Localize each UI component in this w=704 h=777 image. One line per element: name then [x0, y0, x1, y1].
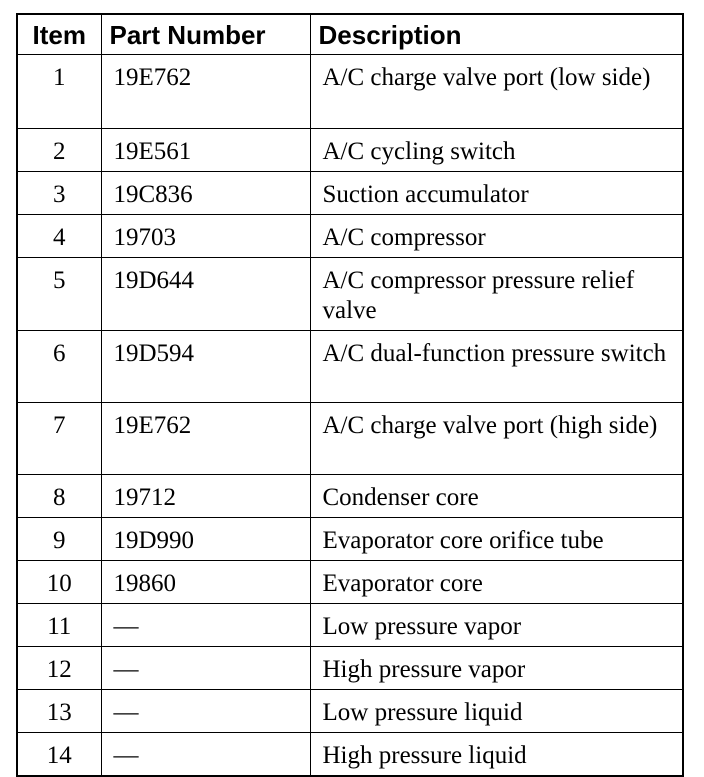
- description-cell: A/C charge valve port (high side): [310, 402, 683, 474]
- table-row: [17, 646, 683, 689]
- table-body: [17, 54, 683, 776]
- table-row: [17, 603, 683, 646]
- part-number-cell: —: [101, 646, 310, 689]
- description-cell: Low pressure liquid: [310, 689, 683, 732]
- part-number-cell: 19703: [101, 214, 310, 257]
- description-cell: A/C compressor pressure relief valve: [310, 257, 683, 330]
- item-cell: 4: [17, 214, 101, 257]
- item-cell: 9: [17, 517, 101, 560]
- table-row: [17, 54, 683, 128]
- part-number-cell: —: [101, 689, 310, 732]
- item-cell: 13: [17, 689, 101, 732]
- table-row: [17, 214, 683, 257]
- table-header: [17, 14, 683, 54]
- description-cell: Evaporator core: [310, 560, 683, 603]
- description-cell: A/C cycling switch: [310, 128, 683, 171]
- part-number-cell: 19D594: [101, 330, 310, 402]
- item-cell: 5: [17, 257, 101, 330]
- part-number-cell: 19D990: [101, 517, 310, 560]
- table-row: [17, 732, 683, 776]
- description-cell: Evaporator core orifice tube: [310, 517, 683, 560]
- part-number-cell: —: [101, 732, 310, 776]
- item-cell: 7: [17, 402, 101, 474]
- header-description: Description: [310, 14, 683, 54]
- description-cell: Suction accumulator: [310, 171, 683, 214]
- part-number-cell: 19E762: [101, 54, 310, 128]
- table-row: [17, 517, 683, 560]
- item-cell: 8: [17, 474, 101, 517]
- header-item: Item: [17, 14, 101, 54]
- description-cell: A/C charge valve port (low side): [310, 54, 683, 128]
- table-row: [17, 128, 683, 171]
- item-cell: 6: [17, 330, 101, 402]
- parts-table: [16, 13, 684, 777]
- item-cell: 12: [17, 646, 101, 689]
- item-cell: 14: [17, 732, 101, 776]
- part-number-cell: 19712: [101, 474, 310, 517]
- part-number-cell: 19E762: [101, 402, 310, 474]
- header-row: [17, 14, 683, 54]
- description-cell: High pressure vapor: [310, 646, 683, 689]
- item-cell: 3: [17, 171, 101, 214]
- part-number-cell: 19D644: [101, 257, 310, 330]
- description-cell: Low pressure vapor: [310, 603, 683, 646]
- part-number-cell: —: [101, 603, 310, 646]
- item-cell: 11: [17, 603, 101, 646]
- table-row: [17, 402, 683, 474]
- table-row: [17, 474, 683, 517]
- header-part-number: Part Number: [101, 14, 310, 54]
- item-cell: 1: [17, 54, 101, 128]
- table-row: [17, 689, 683, 732]
- table-row: [17, 330, 683, 402]
- description-cell: A/C compressor: [310, 214, 683, 257]
- table-row: [17, 257, 683, 330]
- item-cell: 2: [17, 128, 101, 171]
- item-cell: 10: [17, 560, 101, 603]
- part-number-cell: 19860: [101, 560, 310, 603]
- description-cell: A/C dual-function pressure switch: [310, 330, 683, 402]
- part-number-cell: 19E561: [101, 128, 310, 171]
- description-cell: Condenser core: [310, 474, 683, 517]
- description-cell: High pressure liquid: [310, 732, 683, 776]
- table-row: [17, 171, 683, 214]
- part-number-cell: 19C836: [101, 171, 310, 214]
- table-row: [17, 560, 683, 603]
